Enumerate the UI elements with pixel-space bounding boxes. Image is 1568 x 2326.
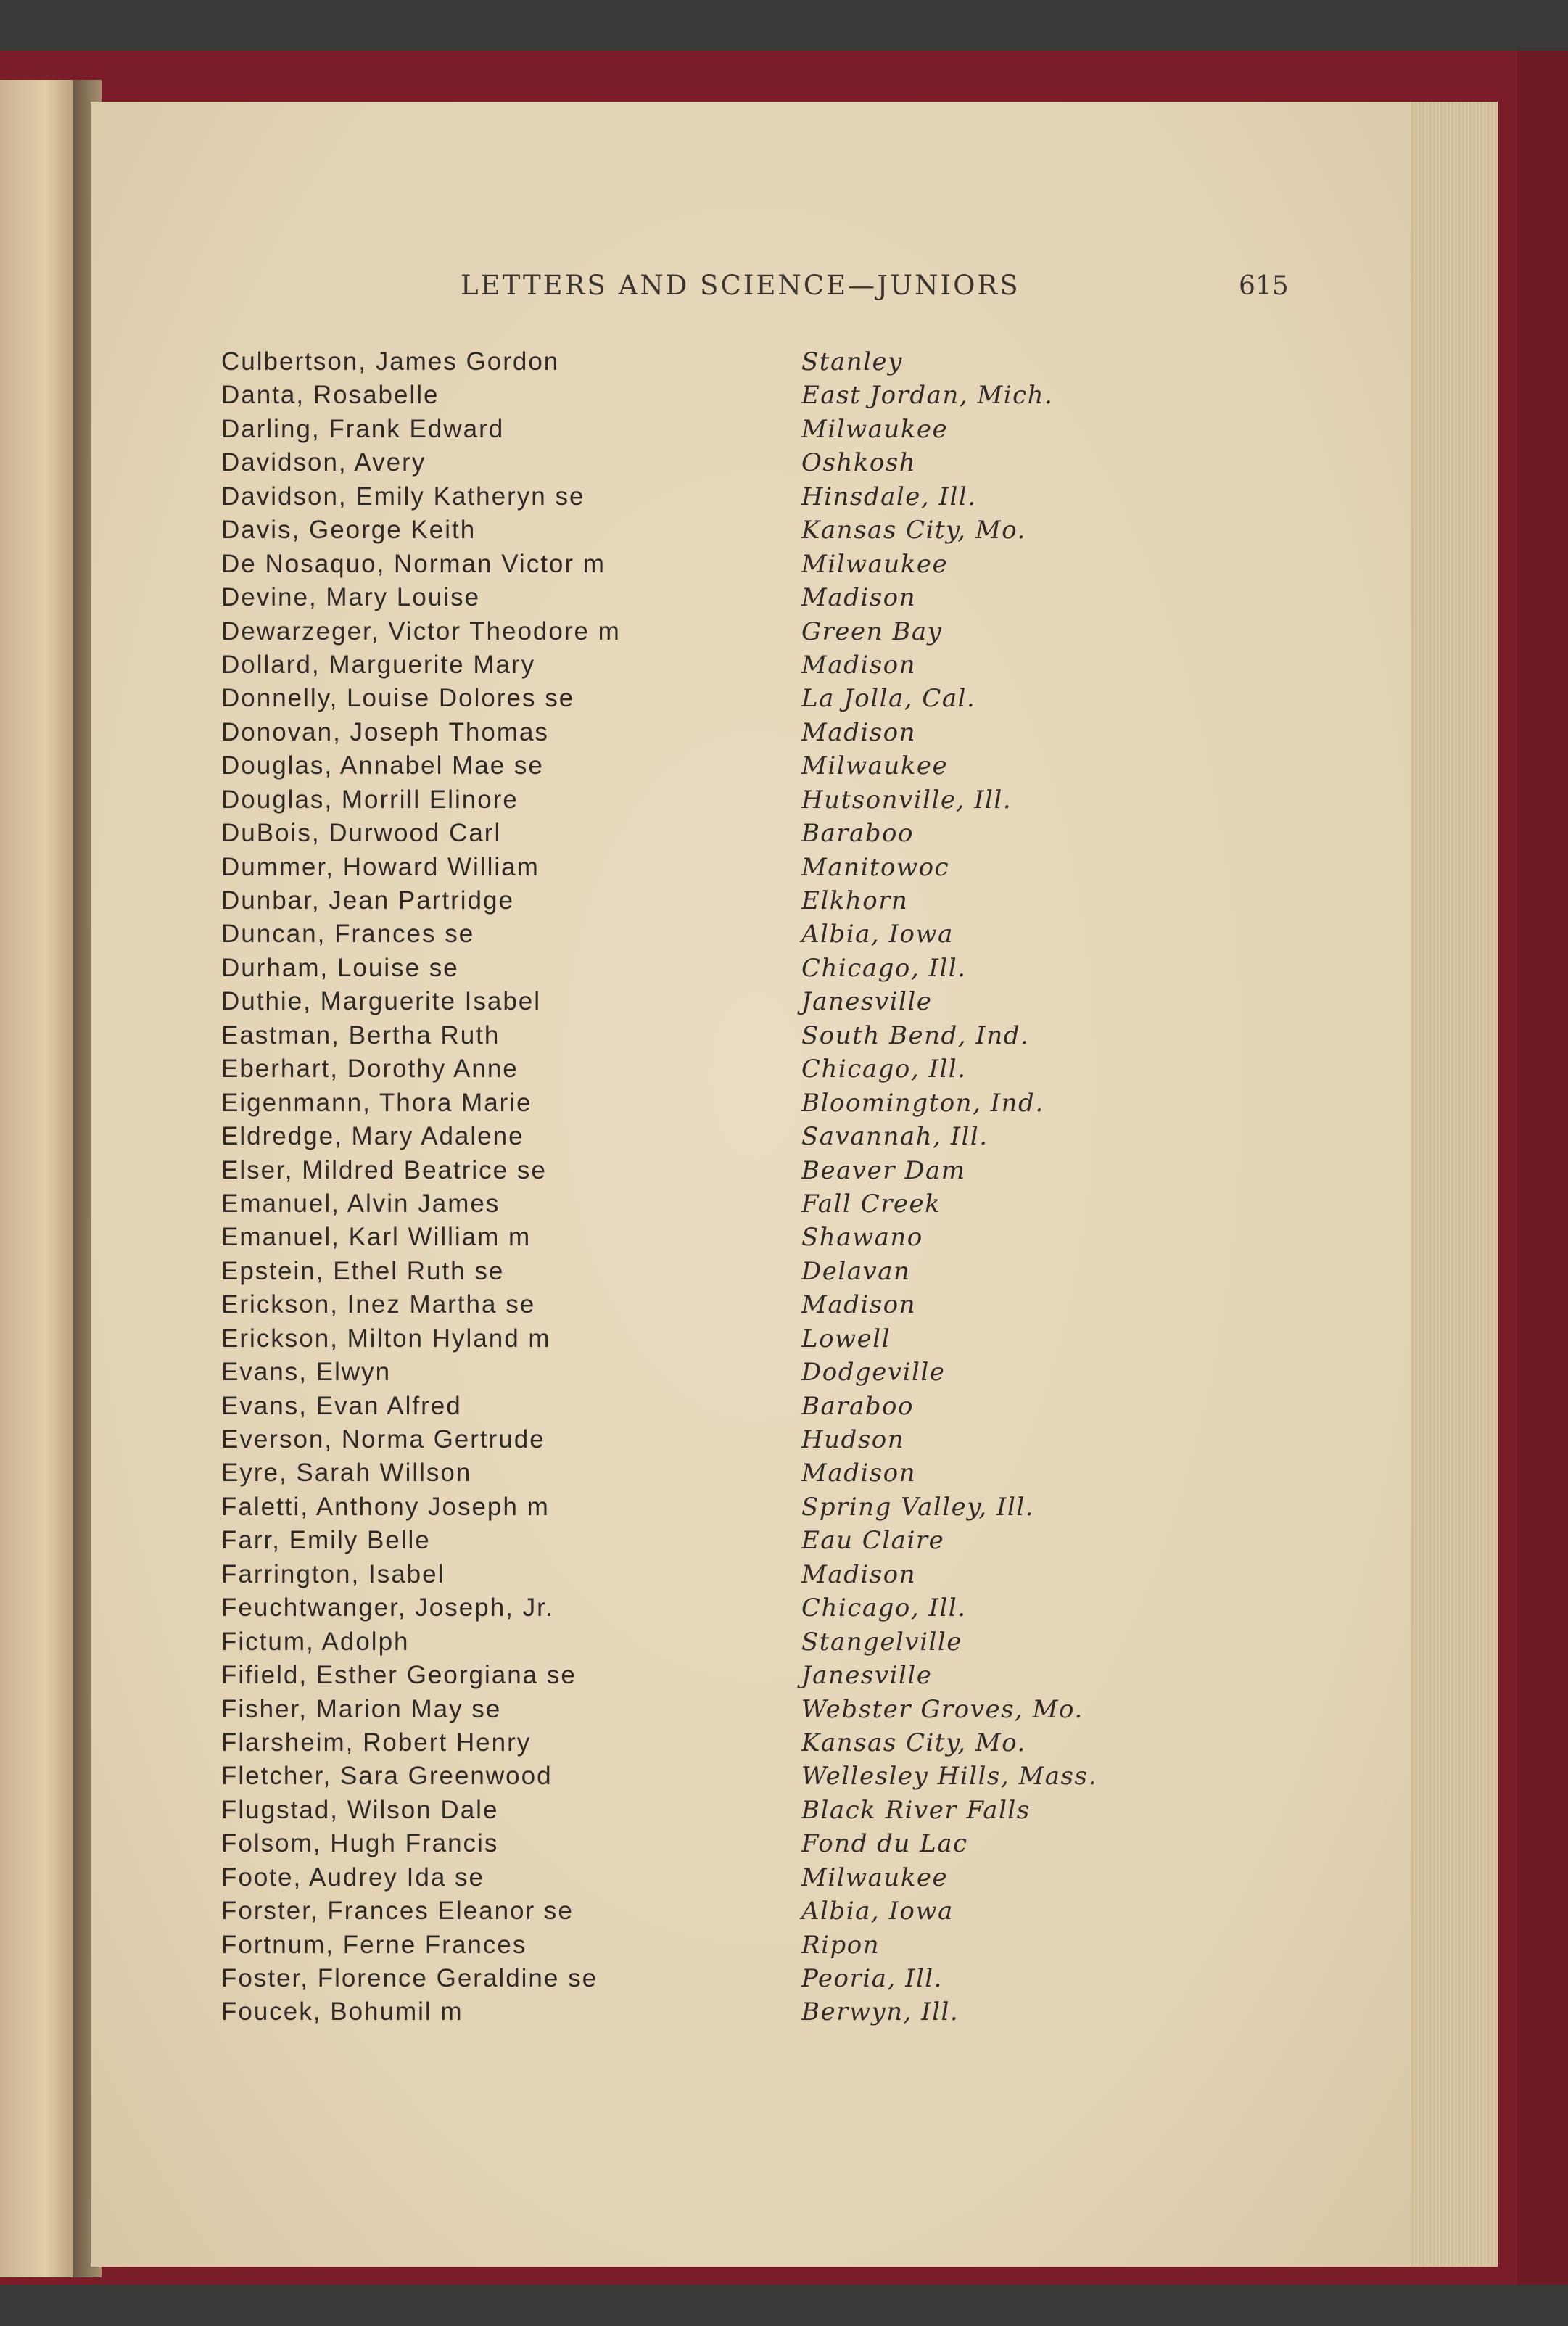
list-item <box>221 1625 1164 1659</box>
student-hometown: Manitowoc <box>801 852 950 882</box>
student-name: Farr, Emily Belle <box>221 1526 431 1555</box>
student-hometown: Janesville <box>801 987 933 1017</box>
list-item <box>221 1995 1164 2029</box>
list-item <box>221 1456 1164 1490</box>
list-item <box>221 1086 1164 1120</box>
list-item <box>221 783 1164 817</box>
student-name: Duthie, Marguerite Isabel <box>221 987 542 1016</box>
student-hometown: Madison <box>801 1290 917 1320</box>
student-name: Foster, Florence Geraldine se <box>221 1964 598 1992</box>
student-hometown: Elkhorn <box>801 886 909 915</box>
student-name: Dollard, Marguerite Mary <box>221 650 536 679</box>
student-hometown: South Bend, Ind. <box>801 1020 1030 1050</box>
student-hometown: Baraboo <box>801 819 914 849</box>
student-name: Fortnum, Ferne Frances <box>221 1930 527 1959</box>
student-name: Flugstad, Wilson Dale <box>221 1795 499 1824</box>
list-item <box>221 716 1164 749</box>
student-hometown: Hinsdale, Ill. <box>801 482 977 511</box>
student-name: Dunbar, Jean Partridge <box>221 886 514 915</box>
student-name: Eigenmann, Thora Marie <box>221 1088 532 1117</box>
student-name: Darling, Frank Edward <box>221 414 505 443</box>
book-cover-edge <box>1517 51 1568 2285</box>
student-name: Erickson, Milton Hyland m <box>221 1324 551 1353</box>
student-hometown: Eau Claire <box>801 1526 945 1556</box>
student-name: Culbertson, James Gordon <box>221 347 560 376</box>
student-hometown: Peoria, Ill. <box>801 1964 943 1993</box>
list-item <box>221 1052 1164 1086</box>
student-name: Durham, Louise se <box>221 953 459 982</box>
student-hometown: Webster Groves, Mo. <box>801 1694 1084 1724</box>
student-name: DuBois, Durwood Carl <box>221 819 502 848</box>
student-hometown: Beaver Dam <box>801 1155 966 1185</box>
student-name: Farrington, Isabel <box>221 1559 445 1588</box>
student-hometown: Albia, Iowa <box>801 1897 954 1926</box>
student-name: Flarsheim, Robert Henry <box>221 1728 532 1757</box>
list-item <box>221 749 1164 783</box>
list-item <box>221 1187 1164 1221</box>
student-hometown: Dodgeville <box>801 1358 946 1387</box>
list-item <box>221 1322 1164 1356</box>
student-hometown: Janesville <box>801 1661 933 1691</box>
list-item <box>221 1524 1164 1557</box>
list-item <box>221 952 1164 985</box>
student-hometown: Oshkosh <box>801 448 917 478</box>
student-hometown: La Jolla, Cal. <box>801 684 976 714</box>
running-head: LETTERS AND SCIENCE—JUNIORS <box>461 270 1020 301</box>
student-hometown: Chicago, Ill. <box>801 1055 967 1084</box>
student-name: Dummer, Howard William <box>221 852 540 881</box>
list-item <box>221 1861 1164 1894</box>
student-hometown: Stanley <box>801 347 903 376</box>
student-name: Evans, Evan Alfred <box>221 1391 462 1420</box>
student-name: Fletcher, Sara Greenwood <box>221 1762 553 1791</box>
student-name: De Nosaquo, Norman Victor m <box>221 549 606 578</box>
student-name: Fictum, Adolph <box>221 1627 410 1656</box>
list-item <box>221 1659 1164 1692</box>
student-name: Erickson, Inez Martha se <box>221 1290 536 1319</box>
page-number: 615 <box>1239 271 1289 301</box>
student-hometown: Berwyn, Ill. <box>801 1997 960 2027</box>
student-name: Everson, Norma Gertrude <box>221 1425 545 1453</box>
student-hometown: Milwaukee <box>801 414 949 444</box>
student-name: Foucek, Bohumil m <box>221 1997 463 2026</box>
student-hometown: Lowell <box>801 1324 891 1353</box>
student-name: Emanuel, Alvin James <box>221 1189 500 1218</box>
student-hometown: Hutsonville, Ill. <box>801 785 1012 814</box>
student-name: Evans, Elwyn <box>221 1358 392 1387</box>
student-hometown: Milwaukee <box>801 751 949 781</box>
student-hometown: East Jordan, Mich. <box>801 381 1054 411</box>
student-name: Devine, Mary Louise <box>221 583 481 612</box>
student-hometown: Fall Creek <box>801 1189 941 1218</box>
student-name: Forster, Frances Eleanor se <box>221 1897 574 1926</box>
list-item <box>221 480 1164 514</box>
list-item <box>221 1794 1164 1827</box>
student-hometown: Wellesley Hills, Mass. <box>801 1762 1097 1791</box>
student-hometown: Shawano <box>801 1223 923 1253</box>
student-hometown: Albia, Iowa <box>801 920 954 949</box>
student-name: Duncan, Frances se <box>221 920 475 949</box>
student-hometown: Milwaukee <box>801 549 949 579</box>
student-hometown: Madison <box>801 583 917 613</box>
student-hometown: Kansas City, Mo. <box>801 1728 1026 1757</box>
student-hometown: Madison <box>801 717 917 747</box>
student-name: Davidson, Avery <box>221 448 426 477</box>
list-item <box>221 514 1164 547</box>
list-item <box>221 1221 1164 1254</box>
list-item <box>221 379 1164 412</box>
student-name: Feuchtwanger, Joseph, Jr. <box>221 1593 554 1622</box>
student-name: Eastman, Bertha Ruth <box>221 1020 500 1049</box>
list-item <box>221 817 1164 850</box>
list-item <box>221 682 1164 715</box>
list-item <box>221 648 1164 682</box>
list-item <box>221 1894 1164 1928</box>
student-hometown: Bloomington, Ind. <box>801 1088 1044 1118</box>
student-name: Douglas, Annabel Mae se <box>221 751 544 780</box>
student-hometown: Savannah, Ill. <box>801 1122 989 1152</box>
list-item <box>221 345 1164 379</box>
student-name: Eyre, Sarah Willson <box>221 1459 472 1488</box>
list-item <box>221 1929 1164 1962</box>
list-item <box>221 548 1164 581</box>
list-item <box>221 615 1164 648</box>
student-hometown: Kansas City, Mo. <box>801 516 1026 545</box>
list-item <box>221 1390 1164 1423</box>
student-hometown: Spring Valley, Ill. <box>801 1492 1035 1522</box>
student-name: Eldredge, Mary Adalene <box>221 1122 524 1151</box>
student-hometown: Madison <box>801 1459 917 1488</box>
list-item <box>221 581 1164 614</box>
left-page <box>0 80 76 2277</box>
list-item <box>221 1726 1164 1760</box>
student-name: Epstein, Ethel Ruth se <box>221 1256 505 1285</box>
student-name: Douglas, Morrill Elinore <box>221 785 519 814</box>
list-item <box>221 1423 1164 1456</box>
student-hometown: Hudson <box>801 1425 905 1454</box>
student-name: Donnelly, Louise Dolores se <box>221 684 575 713</box>
list-item <box>221 1591 1164 1625</box>
student-name: Davidson, Emily Katheryn se <box>221 482 585 511</box>
list-item <box>221 1255 1164 1288</box>
student-hometown: Green Bay <box>801 616 943 646</box>
list-item <box>221 413 1164 446</box>
student-name: Danta, Rosabelle <box>221 381 440 410</box>
list-item <box>221 1288 1164 1321</box>
student-hometown: Delavan <box>801 1256 911 1286</box>
student-hometown: Madison <box>801 1559 917 1589</box>
list-item <box>221 917 1164 951</box>
student-hometown: Baraboo <box>801 1391 914 1421</box>
student-name: Fifield, Esther Georgiana se <box>221 1661 577 1690</box>
list-item <box>221 1558 1164 1591</box>
student-name: Eberhart, Dorothy Anne <box>221 1055 519 1084</box>
list-item <box>221 1760 1164 1793</box>
list-item <box>221 1962 1164 1995</box>
list-item <box>221 1019 1164 1052</box>
student-name: Davis, George Keith <box>221 516 476 545</box>
list-item <box>221 1356 1164 1389</box>
student-name: Elser, Mildred Beatrice se <box>221 1155 547 1184</box>
list-item <box>221 1120 1164 1153</box>
student-hometown: Fond du Lac <box>801 1829 968 1859</box>
list-item <box>221 884 1164 917</box>
student-name: Folsom, Hugh Francis <box>221 1829 499 1858</box>
student-hometown: Black River Falls <box>801 1795 1031 1825</box>
list-item <box>221 446 1164 479</box>
student-name: Emanuel, Karl William m <box>221 1223 532 1252</box>
student-list <box>221 345 1164 2029</box>
list-item <box>221 851 1164 884</box>
student-name: Donovan, Joseph Thomas <box>221 717 549 746</box>
list-item <box>221 1154 1164 1187</box>
student-hometown: Ripon <box>801 1930 880 1960</box>
student-name: Fisher, Marion May se <box>221 1694 502 1723</box>
page-edges <box>1411 102 1498 2267</box>
student-hometown: Chicago, Ill. <box>801 953 967 983</box>
student-name: Dewarzeger, Victor Theodore m <box>221 616 621 646</box>
list-item <box>221 1490 1164 1524</box>
list-item <box>221 985 1164 1018</box>
student-hometown: Madison <box>801 650 917 680</box>
list-item <box>221 1827 1164 1860</box>
student-hometown: Chicago, Ill. <box>801 1593 967 1623</box>
student-hometown: Milwaukee <box>801 1863 949 1892</box>
student-name: Faletti, Anthony Joseph m <box>221 1492 550 1521</box>
student-name: Foote, Audrey Ida se <box>221 1863 484 1892</box>
list-item <box>221 1693 1164 1726</box>
student-hometown: Stangelville <box>801 1627 962 1657</box>
